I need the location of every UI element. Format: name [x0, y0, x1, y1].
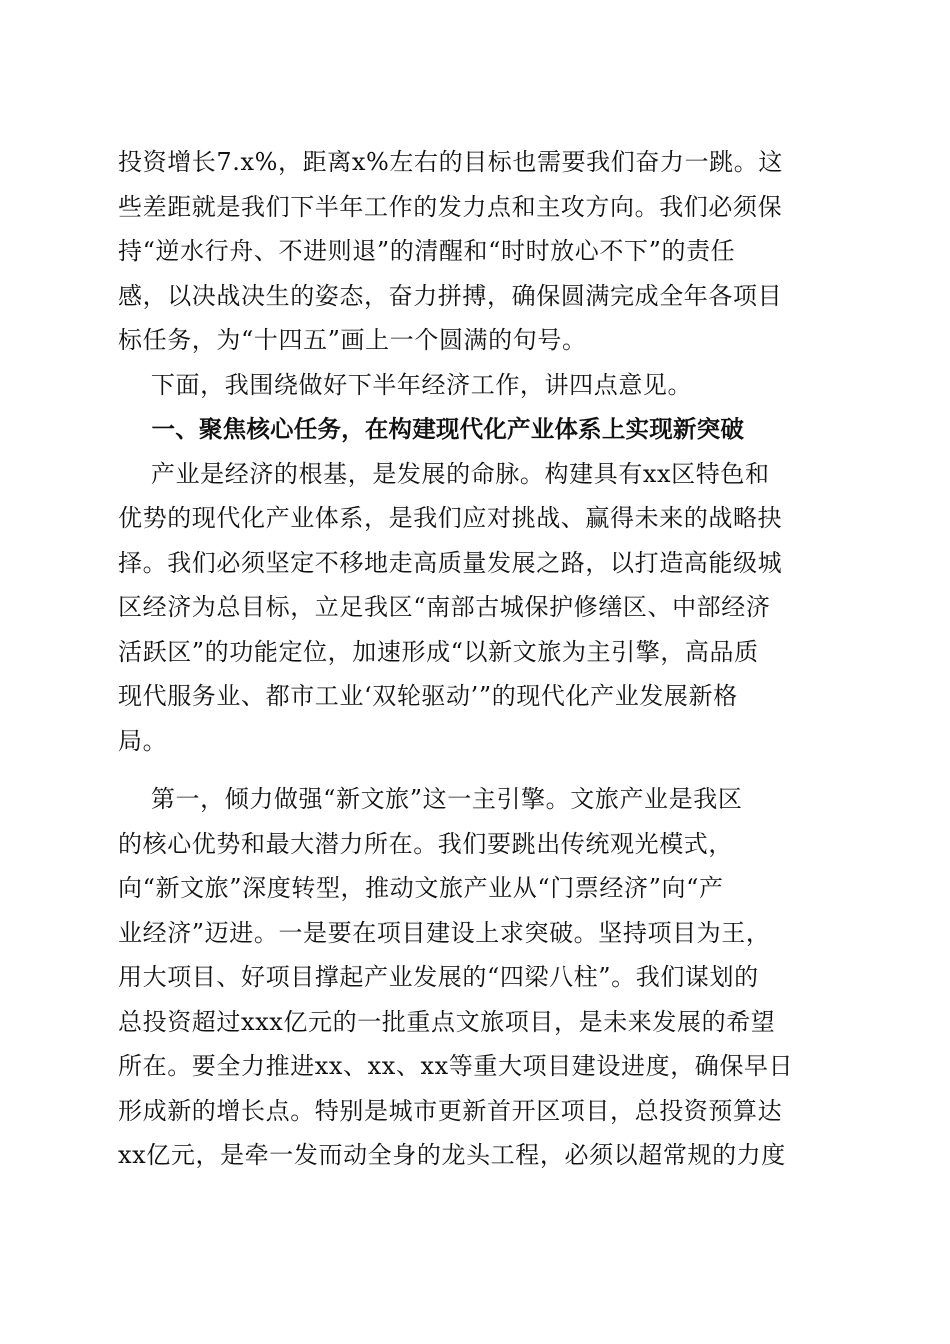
paragraph-industry	[118, 452, 826, 764]
text-line: 区经济为总目标，立足我区“南部古城保护修缮区、中部经济	[118, 593, 771, 621]
text-line: xx亿元，是牵一发而动全身的龙头工程，必须以超常规的力度	[118, 1141, 786, 1169]
text-line: 择。我们必须坚定不移地走高质量发展之路，以打造高能级城	[118, 548, 783, 577]
text-line: 下面，我围绕做好下半年经济工作，讲四点意见。	[118, 370, 693, 399]
text-line: 标任务，为“十四五”画上一个圆满的句号。	[118, 326, 587, 354]
document-body	[118, 140, 826, 1178]
section-heading: 一、聚焦核心任务，在构建现代化产业体系上实现新突破	[118, 415, 745, 443]
paragraph-culture-tourism	[118, 777, 826, 1178]
text-line: 业经济”迈进。一是要在项目建设上求突破。坚持项目为王，	[118, 918, 771, 947]
text-line: 局。	[118, 726, 168, 755]
text-line: 所在。要全力推进xx、xx、xx等重大项目建设进度，确保早日	[118, 1052, 794, 1080]
text-line: 感，以决战决生的姿态，奋力拼搏，确保圆满完成全年各项目	[118, 281, 783, 310]
text-line: 总投资超过xxx亿元的一批重点文旅项目，是未来发展的希望	[118, 1007, 776, 1036]
paragraph-transition	[118, 363, 826, 408]
text-line: 些差距就是我们下半年工作的发力点和主攻方向。我们必须保	[118, 192, 783, 221]
text-line: 向“新文旅”深度转型，推动文旅产业从“门票经济”向“产	[118, 874, 724, 902]
text-line: 第一，倾力做强“新文旅”这一主引擎。文旅产业是我区	[118, 785, 743, 813]
text-line: 持“逆水行舟、不进则退”的清醒和“时时放心不下”的责任	[118, 237, 736, 265]
text-line: 活跃区”的功能定位，加速形成“以新文旅为主引擎，高品质	[118, 637, 759, 666]
text-line: 的核心优势和最大潜力所在。我们要跳出传统观光模式，	[118, 829, 733, 858]
text-line: 形成新的增长点。特别是城市更新首开区项目，总投资预算达	[118, 1096, 783, 1125]
text-line: 产业是经济的根基，是发展的命脉。构建具有xx区特色和	[118, 459, 770, 488]
paragraph-intro	[118, 140, 826, 363]
text-line: 现代服务业、都市工业‘双轮驱动’”的现代化产业发展新格	[118, 682, 738, 710]
text-line: 优势的现代化产业体系，是我们应对挑战、赢得未来的战略抉	[118, 504, 783, 532]
text-line: 投资增长7.x%，距离x%左右的目标也需要我们奋力一跳。这	[118, 148, 783, 176]
text-line: 用大项目、好项目撑起产业发展的“四梁八柱”。我们谋划的	[118, 963, 759, 991]
